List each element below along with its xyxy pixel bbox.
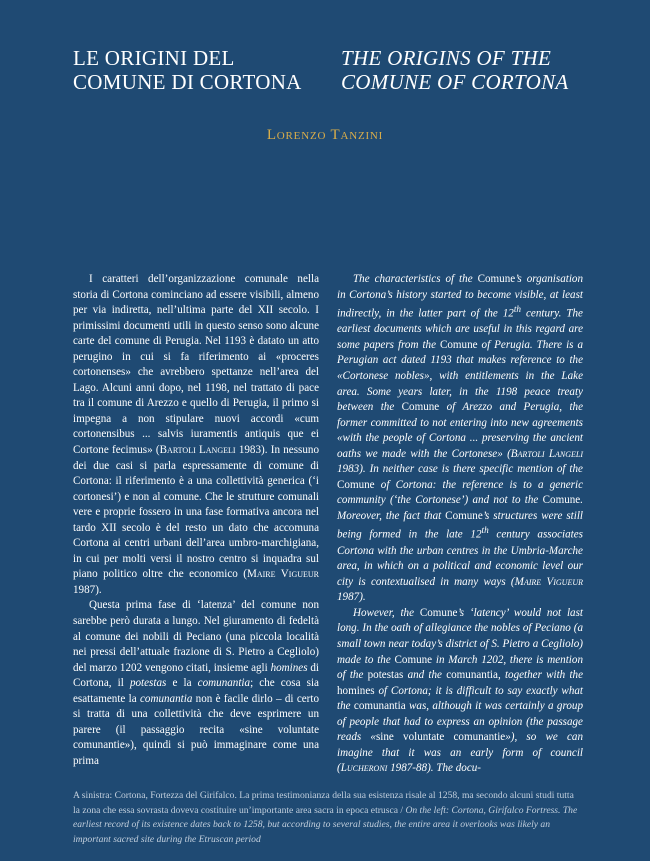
english-text: 1987). [337,591,366,604]
italian-paragraph-2 [73,598,319,769]
italian-column [73,272,319,770]
italian-p2-text: non è facile dirlo – di certo si tratta di una collettività che deve esprimere un parere (il passaggio recita «sine voluntate comunantie»), quindi si può immaginare come una prima [73,692,319,767]
comune-term: Comune [439,338,478,351]
latin-term: comunantia [197,677,251,690]
italian-p2-text: di Cortona, il [73,661,320,690]
english-text: , together with the [497,669,583,682]
citation-author: Lucheroni [340,762,388,775]
citation-author: Maire Vigueur [246,568,319,581]
english-text: in March 1202, there is mention of the [337,653,583,682]
english-text: ’s structures were still being formed in the late 12 [337,509,583,542]
italian-p2-text: ; che cosa sia esattamente la [73,677,319,705]
comune-term: Comune [477,273,516,285]
latin-quote: sine voluntate comunantie [375,731,506,744]
english-text: . Moreover, the fact that [337,494,583,522]
latin-term: comunantia [353,700,406,713]
english-text: ’s ‘latency’ would not last long. In the oath of allegiance the nobles of Peciano (a small town near today’s district of S. Pietro a Cegliolo) made to the [337,606,583,666]
citation-author: Maire Vigueur [514,575,584,588]
caption-italian: A sinistra: Cortona, Fortezza del Girifalco. La prima testimonianza della sua esistenza risale al 1258, ma secondo alcuni studi tutta la zona che essa sovrasta doveva costituire un’importante area sacra in epoca etrusca / [73,790,574,816]
latin-term: comunantia [446,669,498,682]
author-name: Lorenzo Tanzini [266,127,384,143]
english-text: 1987-88). The docu- [387,762,481,775]
latin-term: comunantia [139,692,193,705]
title-italian-line-2: COMUNE DI CORTONA [73,70,302,94]
italian-p2-text: Questa prima fase di ‘latenza’ del comune non sarebbe però durata a lungo. Nel giuramento di fedeltà al comune dei nobili di Peciano (una piccola località nei pressi dell’attuale frazione di S. Pietro a Cegliolo) del marzo 1202 vengono citati, insieme agli [73,599,319,674]
latin-term: homines [270,661,308,674]
comune-term: Comune [542,494,581,507]
citation-author: Bartoli Langeli [159,444,236,457]
caption-english: On the left: Cortona, Girifalco Fortress. The earliest record of its existence dates back to 1258, but according to several studies, the entire area it overlooks was likely an important sacred site during the Etruscan period [73,804,578,845]
english-column [337,272,583,777]
latin-term: potestas [367,669,404,682]
english-text: of Cortona; it is difficult to say exactly what the [337,684,583,713]
english-paragraph-2 [337,606,583,777]
latin-term: homines [337,684,375,697]
english-text: of Arezzo and Perugia, the former committed to not entering into new agreements «with the people of Cortona ... preserving the ancient oaths we made with the Cortonese» ( [337,401,583,460]
english-text: and the [403,669,447,682]
italian-p1-text-a: I caratteri dell’organizzazione comunale nella storia di Cortona cominciano ad essere visibili, almeno per via indiretta, nell’ultima parte del XII secolo. I primissimi documenti utili in questo senso sono alcune carte del comune di Perugia. Nel 1193 è datato un atto perugino in cui si fa riferimento ai «proceres cortonenses» che avrebbero spettanze nell’area del Lago. Alcuni anni dopo, nel 1198, nel trattato di pace tra il comune di Arezzo e quello di Perugia, il primo si impegna a non stipulare nuovi accordi «cum cortonensibus ... salvis iuramentis antiquis que ei Cortone fecimus» ( [73,273,319,457]
english-text: of Perugia. There is a Perugian act dated 1193 that makes reference to the «Cortonese nobles», with entitlements in the Lake area. Some years later, in the 1198 peace treaty between the [337,338,583,414]
italian-p1-text-c: 1987). [73,583,102,596]
comune-term: Comune [337,478,375,491]
english-text: »), so we can imagine that it was an early form of council ( [337,731,583,775]
title-italian-line-1: LE ORIGINI DEL [73,46,235,70]
citation-author: Bartoli Langeli [510,447,583,460]
latin-term: potestas [129,677,167,690]
italian-paragraph-1 [73,272,319,598]
ordinal-suffix: th [513,305,522,316]
english-text: However, the [353,606,420,619]
italian-p1-text-b: 1983). In nessuno dei due casi si parla espressamente di comune di Cortona: il riferimento è a una collettività generica (‘i cortonesi’) e non al comune. Che le strutture comunali vere e proprie fossero in una fase formativa ancora nel tardo XII secolo è del resto un dato che accomuna Cortona ai centri urbani dell’area umbro-marchigiana, in cui per molti versi il nostro centro si inquadra sul piano politico oltre che economico ( [73,444,319,581]
italian-p2-text: e la [166,677,198,690]
title-italian [73,46,302,94]
english-text: The characteristics of the [353,273,478,285]
english-text: century. The earliest documents which are useful in this regard are some papers from the [337,307,583,351]
image-caption [73,789,583,847]
ordinal-suffix: th [481,526,489,537]
comune-term: Comune [394,653,433,666]
english-text: of Cortona: the reference is to a generic community (‘the Cortonese’) and not to the [337,478,583,507]
english-text: ’s organisation in Cortona’s history started to become visible, at least indirectly, in the latter part of the 12 [337,273,584,320]
comune-term: Comune [419,606,458,619]
english-text: 1983). In neither case is there specific mention of the [337,463,583,476]
english-text: was, although it was certainly a group of people that had to express an opinion (the passage reads « [337,700,583,744]
comune-term: Comune [401,401,440,414]
title-english [341,46,569,94]
english-text: century associates Cortona with the urban centres in the Umbria-Marche area, in which on a political and economic level our city is contextualised in many ways ( [337,529,583,588]
title-english-line-2: COMUNE OF CORTONA [341,70,569,94]
title-english-line-1: THE ORIGINS OF THE [341,46,552,70]
english-paragraph-1 [337,272,583,606]
comune-term: Comune [445,509,483,522]
